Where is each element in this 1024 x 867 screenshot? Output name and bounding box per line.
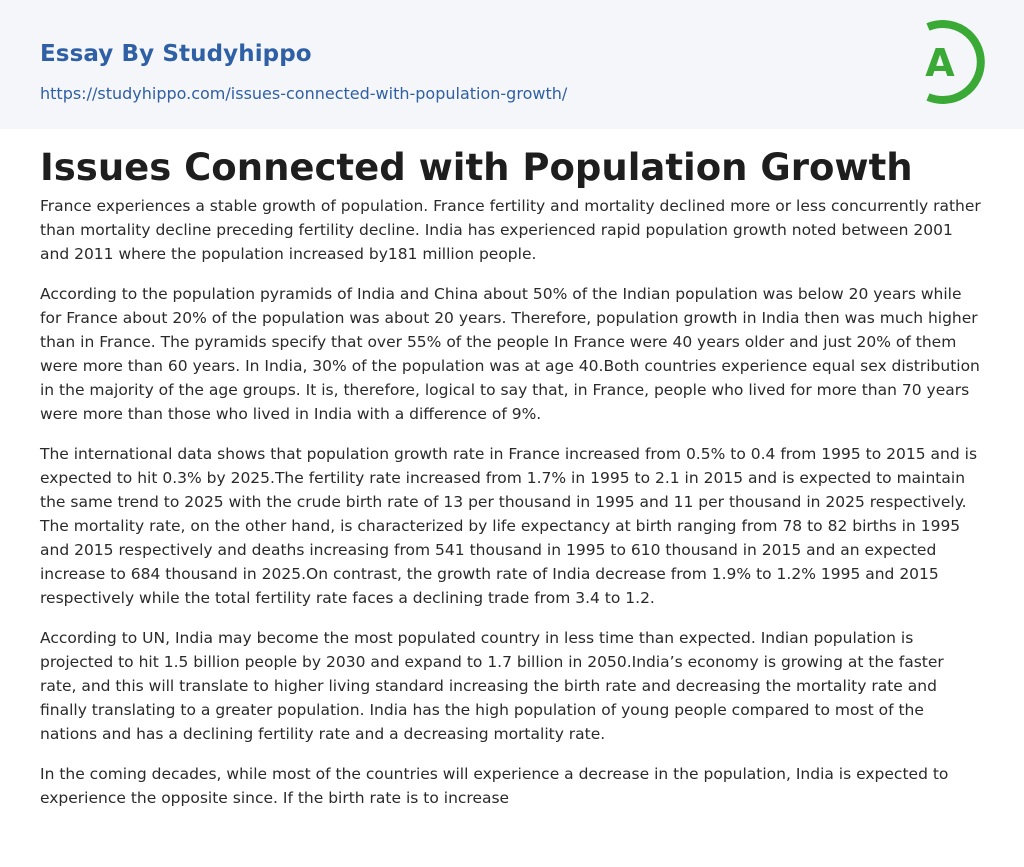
article-paragraph: In the coming decades, while most of the countries will experience a decrease in the population, India is expected to experience the opposite since. If the birth rate is to increase <box>40 765 949 807</box>
article-paragraph: According to the population pyramids of India and China about 50% of the Indian population was below 20 years while for France about 20% of the population was about 20 years. Therefore, population growth in India then was much higher than in France. The pyramids specify that over 55% of the people In France were 40 years older and just 20% of them were more than 60 years. In India, 30% of the population was at age 40.Both countries experience equal sex distribution in the majority of the age groups. It is, therefore, logical to say that, in France, people who lived for more than 70 years were more than those who lived in India with a difference of 9%. <box>40 285 980 423</box>
article-title: Issues Connected with Population Growth <box>40 146 913 189</box>
article-body <box>40 194 985 826</box>
logo-letter: A <box>925 41 955 85</box>
page-url-link[interactable]: https://studyhippo.com/issues-connected-with-population-growth/ <box>40 84 568 103</box>
article-paragraph: France experiences a stable growth of population. France fertility and mortality declined more or less concurrently rather than mortality decline preceding fertility decline. India has experienced rapid population growth noted between 2001 and 2011 where the population increased by181 million people. <box>40 197 981 263</box>
article-paragraph: The international data shows that population growth rate in France increased from 0.5% to 0.4 from 1995 to 2015 and is expected to hit 0.3% by 2025.The fertility rate increased from 1.7% in 1995 to 2.1 in 2015 and is expected to maintain the same trend to 2025 with the crude birth rate of 13 per thousand in 1995 and 11 per thousand in 2025 respectively. The mortality rate, on the other hand, is characterized by life expectancy at birth ranging from 78 to 82 births in 1995 and 2015 respectively and deaths increasing from 541 thousand in 1995 to 610 thousand in 2015 and an expected increase to 684 thousand in 2025.On contrast, the growth rate of India decrease from 1.9% to 1.2% 1995 and 2015 respectively while the total fertility rate faces a declining trade from 3.4 to 1.2. <box>40 445 978 607</box>
studyhippo-logo-icon[interactable] <box>910 17 990 107</box>
site-header <box>0 0 1024 129</box>
article-paragraph: According to UN, India may become the most populated country in less time than expected. Indian population is projected to hit 1.5 billion people by 2030 and expand to 1.7 billion in 2050.India’s economy is growing at the faster rate, and this will translate to higher living standard increasing the birth rate and decreasing the mortality rate and finally translating to a greater population. India has the high population of young people compared to most of the nations and has a declining fertility rate and a decreasing mortality rate. <box>40 629 944 743</box>
brand-title[interactable]: Essay By Studyhippo <box>40 41 312 67</box>
